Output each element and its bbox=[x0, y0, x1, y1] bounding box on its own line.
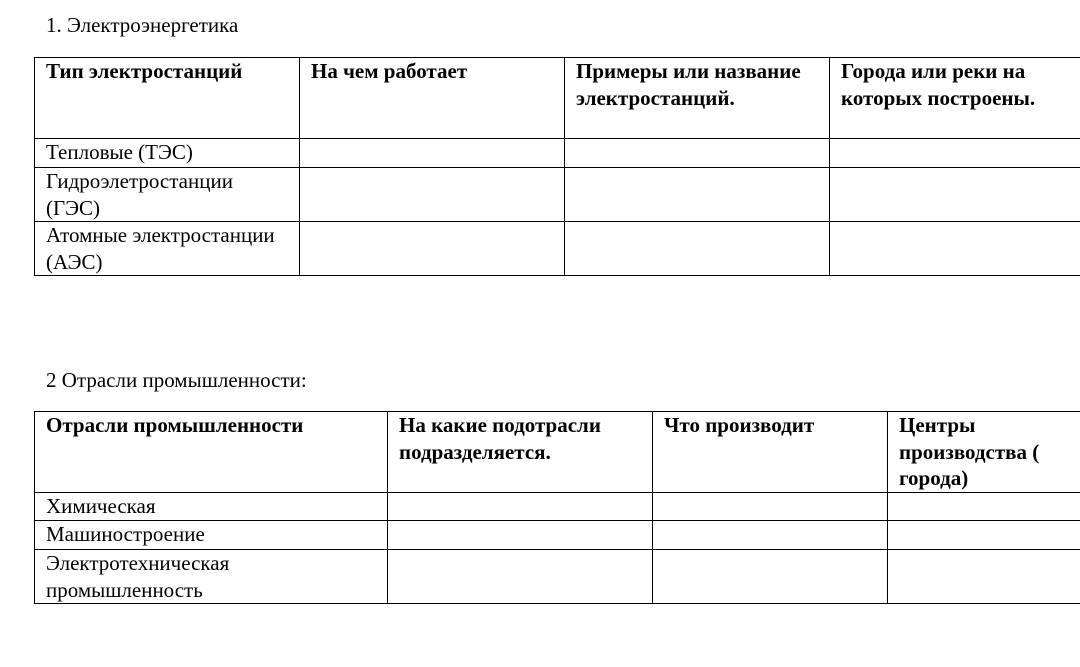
table-cell bbox=[830, 139, 1080, 168]
table-cell bbox=[300, 139, 565, 168]
header-subsectors: На какие подотрасли подразделяется. bbox=[388, 412, 653, 493]
table-row bbox=[35, 521, 1080, 550]
header-plant-type: Тип электростанций bbox=[35, 58, 300, 139]
table-cell bbox=[388, 550, 653, 604]
table-row bbox=[35, 139, 1080, 168]
power-plants-table bbox=[34, 57, 1080, 276]
table-cell bbox=[565, 139, 830, 168]
header-production-centers: Центры производства ( города) bbox=[888, 412, 1080, 493]
header-fuel: На чем работает bbox=[300, 58, 565, 139]
table-cell: Химическая bbox=[35, 493, 388, 521]
header-industry: Отрасли промышленности bbox=[35, 412, 388, 493]
table-cell bbox=[565, 222, 830, 276]
section1-title: 1. Электроэнергетика bbox=[46, 13, 239, 37]
table-cell: Тепловые (ТЭС) bbox=[35, 139, 300, 168]
table-row bbox=[35, 222, 1080, 276]
table-cell bbox=[300, 168, 565, 222]
section2-title: 2 Отрасли промышленности: bbox=[46, 368, 307, 392]
industries-table bbox=[34, 411, 1080, 604]
table-row bbox=[35, 168, 1080, 222]
header-examples: Примеры или название электростанций. bbox=[565, 58, 830, 139]
table-header-row bbox=[35, 58, 1080, 139]
table-cell bbox=[300, 222, 565, 276]
table-cell bbox=[888, 493, 1080, 521]
table-cell bbox=[653, 550, 888, 604]
table-cell bbox=[653, 493, 888, 521]
table-cell bbox=[653, 521, 888, 550]
table-cell bbox=[888, 550, 1080, 604]
table-cell: Гидроэлетростанции (ГЭС) bbox=[35, 168, 300, 222]
table-cell: Атомные электростанции (АЭС) bbox=[35, 222, 300, 276]
table-row bbox=[35, 493, 1080, 521]
table-row bbox=[35, 550, 1080, 604]
table-cell: Электротехническая промышленность bbox=[35, 550, 388, 604]
header-products: Что производит bbox=[653, 412, 888, 493]
table-cell bbox=[830, 168, 1080, 222]
table-cell bbox=[388, 493, 653, 521]
table-cell: Машиностроение bbox=[35, 521, 388, 550]
table-cell bbox=[565, 168, 830, 222]
header-cities-rivers: Города или реки на которых построены. bbox=[830, 58, 1080, 139]
table-cell bbox=[388, 521, 653, 550]
table-cell bbox=[888, 521, 1080, 550]
table-header-row bbox=[35, 412, 1080, 493]
table-cell bbox=[830, 222, 1080, 276]
